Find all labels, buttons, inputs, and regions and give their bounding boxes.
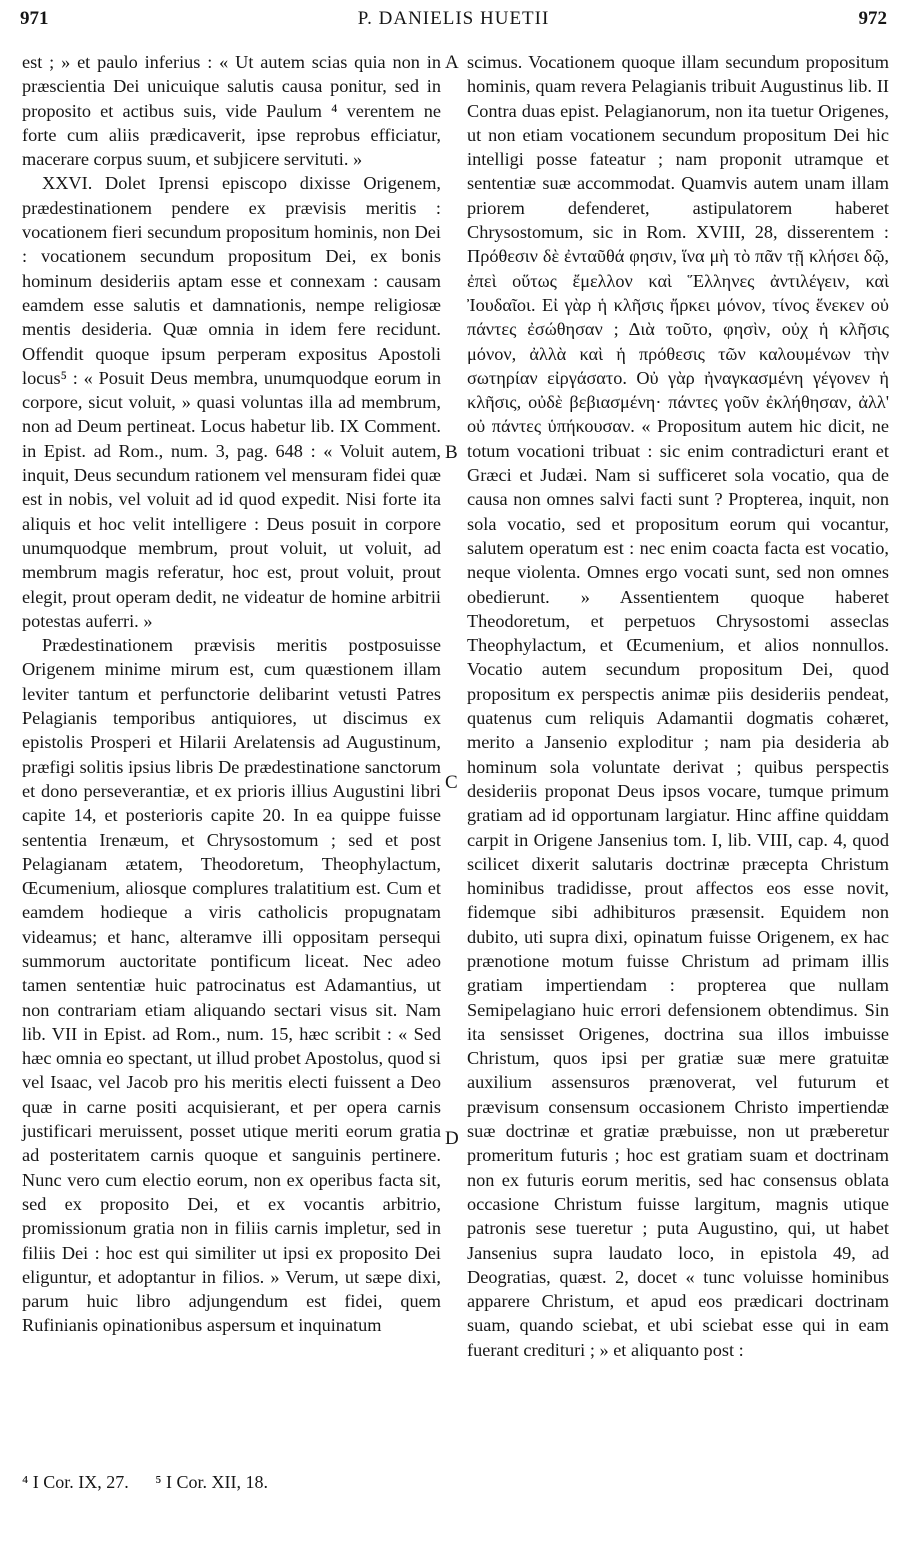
left-column <box>22 50 441 1338</box>
margin-letter-c: C <box>445 772 458 793</box>
paragraph: scimus. Vocationem quoque illam secundum propositum hominis, quam revera Pelagianis tribuit Augustinus lib. II Contra duas epist. Pelagianorum, non ita tuetur Origenes, ut non etiam vocationem secundum propositum Dei hic intelligi posse fateatur ; nam proponit utramque et sententiæ suæ accommodat. Quamvis autem unam illam priorem defenderet, astipulatorem haberet Chrysostomum, sic in Rom. XVIII, 28, disserentem : Πρόθεσιν δὲ ἐνταῦθά φησιν, ἵνα μὴ τὸ πᾶν τῇ κλήσει δῷ, ἐπεὶ οὕτως ἔμελλον καὶ Ἕλληνες ἀντιλέγειν, καὶ Ἰουδαῖοι. Εἰ γὰρ ἡ κλῆσις ἤρκει μόνον, τίνος ἕνεκεν οὐ πάντες ἐσώθησαν ; Διὰ τοῦτο, φησὶν, οὐχ ἡ κλῆσις μόνον, ἀλλὰ καὶ ἡ πρόθεσις τῶν καλουμένων τὴν σωτηρίαν εἰργάσατο. Οὐ γὰρ ἠναγκασμένη γέγονεν ἡ κλῆσις, οὐδὲ βεβιασμένη· πάντες γοῦν ἐκλήθησαν, ἀλλ' οὐ πάντες ὑπήκουσαν. « Propositum autem hic dicit, ne totum vocationi tribuat : sic enim contradicturi erant et Græci et Judæi. Nam si sufficeret sola vocatio, qua de causa non omnes salvi facti sunt ? Propterea, inquit, non sola vocatio, sed et propositum eorum qui vocantur, salutem operatum est : nec enim coacta facta est vocatio, neque violenta. Omnes ergo vocati sunt, sed non omnes obedierunt. » Assentientem quoque haberet Theodoretum, et perpetuos Chrysostomi asseclas Theophylactum, et Œcumenium, et alios nonnullos. Vocatio autem secundum propositum Dei, quod propositum ex perspectis animæ piis desideriis pendeat, quatenus cum reliquis Adamantii dogmatis cohæret, merito a Jansenio exploditur ; nam pia desideria ab hominum sola voluntate derivat ; quibus perspectis desideriis proponat Deus ipsos vocare, tumque primum gratiam ad id opportunam largiatur. Hinc affine quiddam carpit in Origene Jansenius tom. I, lib. VIII, cap. 4, quod scilicet dixerit salutaris doctrinæ præcepta Christum hominibus tradidisse, prout affectos eos esse novit, fidemque sibi adhibituros præsensit. Equidem non dubito, uti supra dixi, opinatum fuisse Origenem, ex hac prænotione motum fuisse Christum ad primam illis gratiam impertiendam : propterea que nullam Semipelagiano huic errori defensionem obtendimus. Sin ita sensisset Origenes, doctrina sua illos imbuisse Christum, quos ipsi per gratiæ suæ mere gratuitæ auxilium assensuros prænoverat, vel futurum et prævisum consensum occasionem Christo impertiendæ suæ doctrinæ et gratiæ præbuisse, non ut præberetur promeritum futuris ; hoc est gratiam suam et doctrinam non ex futuris eorum meritis, sed hac consensus oblata occasione Christum fuisse largitum, magnis utique patronis sese tueretur ; puta Augustino, qui, ut habet Jansenius supra laudato loco, in epistola 49, ad Deogratias, quæst. 2, docet « tunc voluisse hominibus apparere Christum, et apud eos prædicari doctrinam suam, quando sciebat, et ubi sciebat esse qui in eam fuerant crediturі ; » et aliquanto post : <box>467 52 889 1360</box>
right-page-number: 972 <box>858 8 887 29</box>
margin-letter-b: B <box>445 442 458 463</box>
left-page-number: 971 <box>20 8 49 29</box>
paragraph: est ; » et paulo inferius : « Ut autem scias quia non in præscientia Dei unicuique salutis causa ponitur, sed in proposito et actibus suis, vide Paulum ⁴ verentem ne forte cum aliis prædicaverit, ipse reprobus efficiatur, macerare corpus suum, et subjicere servituti. » <box>22 52 441 170</box>
paragraph: Prædestinationem prævisis meritis postposuisse Origenem minime mirum est, cum quæstionem illam leviter tantum et perfunctorie delibarint vetusti Patres Pelagianis temporibus antiquiores, ut discimus ex epistolis Prosperi et Hilarii Arelatensis ad Augustinum, præfigi solitis ipsius libris De prædestinatione sanctorum et dono perseverantiæ, et ex prioris illius Augustini libri capite 14, et posterioris capite 20. In ea quippe fuisse sententia Irenæum, et Chrysostomum ; sed et post Pelagianam ætatem, Theodoretum, Theophylactum, Œcumenium, aliosque complures tralatitium est. Cum et eamdem hodieque a viris catholicis propugnatam videamus; et hanc, alteramve illi oppositam persequi summorum auctoritate pontificum liceat. Nec adeo tamen sententiæ huic patrocinatus est Adamantius, ut non contrariam etiam aliquando sectari visus sit. Nam lib. VII in Epist. ad Rom., num. 15, hæc scribit : « Sed hæc omnia eo spectant, ut illud probet Apostolus, quod si vel Isaac, vel Jacob pro his meritis electi fuissent a Deo quæ in carne positi acquisierant, et per opera carnis justificari meruissent, posset utique meriti eorum gratia ad posteritatem carnis quoque et sanguinis pertinere. Nunc vero cum electio eorum, non ex operibus facta sit, sed ex proposito Dei, et ex vocantis arbitrio, promissionum gratia non in filiis carnis impletur, sed in filiis Dei : hoc est qui similiter ut ipsi ex proposito Dei eliguntur, et adoptantur in filios. » Verum, ut sæpe dixi, parum huic libro adjungendum est fidei, quem Rufinianis opinationibus aspersum et inquinatum <box>22 635 441 1336</box>
running-title: P. DANIELIS HUETII <box>357 8 550 29</box>
footnote: ⁵ I Cor. XII, 18. <box>155 1472 269 1492</box>
paragraph: XXVI. Dolet Iprensi episcopo dixisse Origenem, prædestinationem pendere ex prævisis meritis : vocationem fieri secundum propositum hominis, non Dei : vocationem secundum propositum Dei, ex bonis hominum desideriis aptam esse et connexam : causam eamdem esse salutis et damnationis, nempe religiosæ mentis desideria. Quæ omnia in idem fere recidunt. Offendit quoque ipsum perperam expositus Apostoli locus⁵ : « Posuit Deus membra, unumquodque eorum in corpore, sicut voluit, » quasi voluntas illa ad membrum, non ad Deum pertineat. Locus habetur lib. IX Comment. in Epist. ad Rom., num. 3, pag. 648 : « Voluit autem, inquit, Deus secundum rationem vel mensuram fidei quæ est in nobis, vel voluit ad id quod expedit. Nisi forte ita aliquis et hoc velit intelligere : Deus posuit in corpore unumquodque membrum, prout voluit, ut voluit, ad membrum magis referatur, hoc est, prout voluit, prout elegit, prout operam dedit, ne videatur de homine arbitrii potestas auferri. » <box>22 173 441 631</box>
page-header <box>20 8 887 38</box>
margin-letter-d: D <box>445 1128 459 1149</box>
right-column <box>467 50 889 1362</box>
margin-letter-a: A <box>445 52 459 73</box>
footnotes <box>22 1472 290 1493</box>
footnote: ⁴ I Cor. IX, 27. <box>22 1472 129 1492</box>
